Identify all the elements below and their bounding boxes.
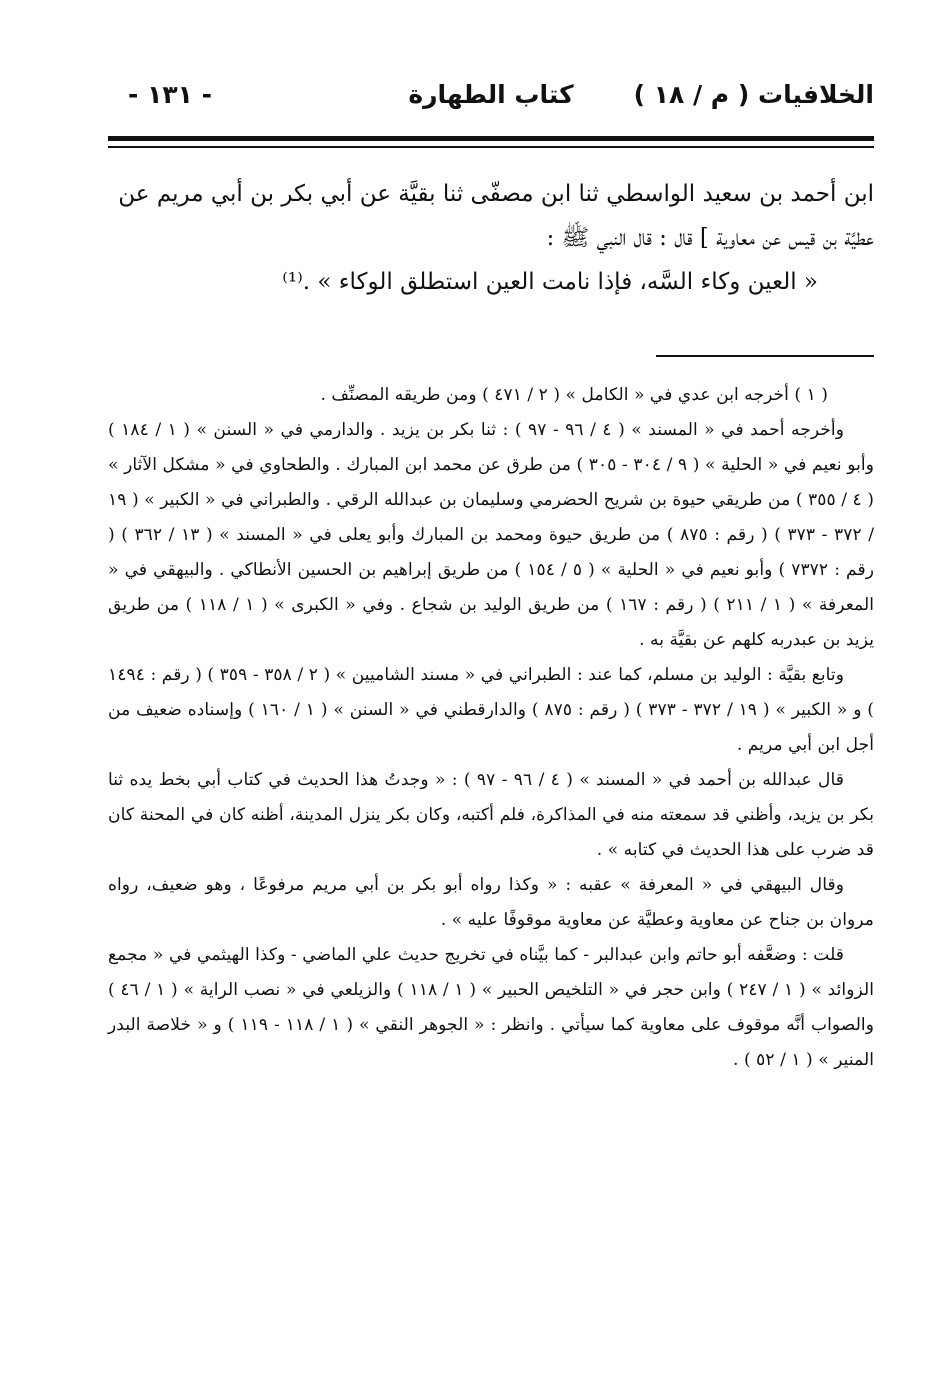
footnote-paragraph: قال عبدالله بن أحمد في « المسند » ( ٤ / ٩٦ - ٩٧ ) : « وجدتُ هذا الحديث في كتاب أبي بخط يده ثنا بكر بن يزيد، وأظني قد سمعته منه في المذاكرة، فلم أكتبه، وكان بكر ينزل المدينة، أظنه كان في المحنة كان قد ضرب على هذا الحديث في كتابه » . [108,770,874,860]
footnote-paragraph: قلت : وضعَّفه أبو حاتم وابن عبدالبر - كما بيَّناه في تخريج حديث علي الماضي - وكذا الهيثمي في « مجمع الزوائد » ( ١ / ٢٤٧ ) وابن حجر في « التلخيص الحبير » ( ١ / ١١٨ ) والزيلعي في « نصب الراية » ( ١ / ٤٦ ) والصواب أنَّه موقوف على معاوية كما سيأتي . وانظر : « الجوهر النقي » ( ١ / ١١٨ - ١١٩ ) و « خلاصة البدر المنير » ( ١ / ٥٢ ) . [108,945,875,1070]
footnote-paragraph: وتابع بقيَّة : الوليد بن مسلم، كما عند : الطبراني في « مسند الشاميين » ( ٢ / ٣٥٨ - ٣٥٩ ) ( رقم : ١٤٩٤ ) و « الكبير » ( ١٩ / ٣٧٢ - ٣٧٣ ) ( رقم : ٨٧٥ ) والدارقطني في « السنن » ( ١ / ١٦٠ ) وإسناده ضعيف من أجل ابن أبي مريم . [108,665,875,755]
running-head-volume: الخلافيات ( م / ١٨ ) [633,80,874,109]
page-header [108,80,874,124]
main-line-2: عطيَّة بن قيس عن معاوية ] قال : قال النبي ﷺ : [546,225,874,251]
footnote-separator [656,355,874,357]
header-rule-thin [108,146,874,148]
hadith-quote: « العين وكاء السَّه، فإذا نامت العين استطلق الوكاء » .⁽¹⁾ [282,269,818,295]
running-head-chapter: كتاب الطهارة [408,80,574,109]
footnote-paragraph: وقال البيهقي في « المعرفة » عقبه : « وكذا رواه أبو بكر بن أبي مريم مرفوعًا ، وهو ضعيف، رواه مروان بن جناح عن معاوية وعطيَّة عن معاوية موقوفًا عليه » . [108,875,874,930]
main-line-1: ابن أحمد بن سعيد الواسطي ثنا ابن مصفّى ثنا بقيَّة عن أبي بكر بن أبي مريم عن [118,181,874,207]
footnote-paragraph: ( ١ ) أخرجه ابن عدي في « الكامل » ( ٢ / ٤٧١ ) ومن طريقه المصنِّف . [320,385,828,405]
footnotes [108,378,874,1078]
page-number: - ١٣١ - [128,80,212,109]
main-text [108,172,874,304]
footnote-paragraph: وأخرجه أحمد في « المسند » ( ٤ / ٩٦ - ٩٧ ) : ثنا بكر بن يزيد . والدارمي في « السنن » ( ١ / ١٨٤ ) وأبو نعيم في « الحلية » ( ٩ / ٣٠٤ - ٣٠٥ ) من طرق عن محمد ابن المبارك . والطحاوي في « مشكل الآثار » ( ٤ / ٣٥٥ ) من طريقي حيوة بن شريح الحضرمي وسليمان بن عبدالله الرقي . والطبراني في « الكبير » ( ١٩ / ٣٧٢ - ٣٧٣ ) ( رقم : ٨٧٥ ) من طريق حيوة ومحمد بن المبارك وأبو يعلى في « المسند » ( ١٣ / ٣٦٢ ) ( رقم : ٧٣٧٢ ) وأبو نعيم في « الحلية » ( ٥ / ١٥٤ ) من طريق إبراهيم بن الحسين الأنطاكي . والبيهقي في « المعرفة » ( ١ / ٢١١ ) ( رقم : ١٦٧ ) من طريق الوليد بن شجاع . وفي « الكبرى » ( ١ / ١١٨ ) من طريق يزيد بن عبدربه كلهم عن بقيَّة به . [108,420,875,650]
header-rule-thick [108,136,874,141]
